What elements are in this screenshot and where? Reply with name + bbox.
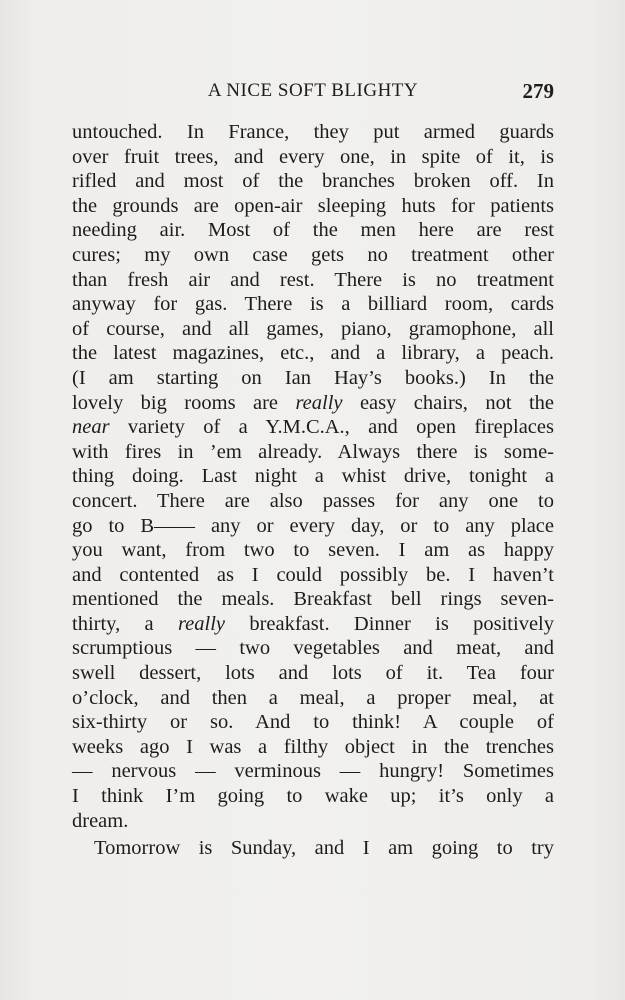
page-header bbox=[72, 80, 554, 108]
text-line: weeks ago I was a filthy object in the trenches bbox=[72, 735, 554, 758]
text-line: six-thirty or so. And to think! A couple of bbox=[72, 711, 554, 734]
text-line: of course, and all games, piano, gramophone, all bbox=[72, 317, 554, 340]
text-line: thirty, a really breakfast. Dinner is positively bbox=[72, 612, 554, 635]
text-line: the latest magazines, etc., and a library, a peach. bbox=[72, 342, 554, 365]
text-line: Tomorrow is Sunday, and I am going to try bbox=[94, 837, 554, 860]
text-line: lovely big rooms are really easy chairs, not the bbox=[72, 391, 554, 414]
text-line: — nervous — verminous — hungry! Sometimes bbox=[72, 760, 554, 783]
page-number: 279 bbox=[522, 79, 554, 103]
text-line: than fresh air and rest. There is no treatment bbox=[72, 268, 554, 291]
emphasis: really bbox=[295, 391, 343, 414]
text-line: near variety of a Y.M.C.A., and open fireplaces bbox=[72, 416, 554, 439]
text-line: anyway for gas. There is a billiard room, cards bbox=[72, 293, 554, 316]
text-line: mentioned the meals. Breakfast bell rings seven- bbox=[72, 588, 554, 611]
text-line: o’clock, and then a meal, a proper meal, at bbox=[72, 686, 554, 709]
text-line: I think I’m going to wake up; it’s only a bbox=[72, 785, 554, 808]
text-line: over fruit trees, and every one, in spite of it, is bbox=[72, 145, 554, 168]
body-text bbox=[72, 120, 554, 861]
text-line: cures; my own case gets no treatment other bbox=[72, 243, 554, 266]
emphasis: near bbox=[72, 416, 110, 439]
text-line: and contented as I could possibly be. I haven’t bbox=[72, 563, 554, 586]
text-line: swell dessert, lots and lots of it. Tea four bbox=[72, 662, 554, 685]
running-head: A NICE SOFT BLIGHTY bbox=[207, 80, 419, 101]
text-line: with fires in ’em already. Always there is some- bbox=[72, 440, 554, 463]
text-line: rifled and most of the branches broken off. In bbox=[72, 170, 554, 193]
text-line: concert. There are also passes for any one to bbox=[72, 489, 554, 512]
text-line: scrumptious — two vegetables and meat, and bbox=[72, 637, 554, 660]
text-line: (I am starting on Ian Hay’s books.) In the bbox=[72, 366, 554, 389]
text-line: go to B—— any or every day, or to any place bbox=[72, 514, 554, 537]
text-line: the grounds are open-air sleeping huts for patients bbox=[72, 194, 554, 217]
emphasis: really bbox=[177, 612, 226, 635]
text-line: dream. bbox=[72, 809, 129, 832]
text-line: needing air. Most of the men here are rest bbox=[72, 219, 554, 242]
text-line: you want, from two to seven. I am as happy bbox=[72, 539, 554, 562]
text-line: thing doing. Last night a whist drive, tonight a bbox=[72, 465, 554, 488]
text-line: untouched. In France, they put armed guards bbox=[72, 121, 554, 143]
